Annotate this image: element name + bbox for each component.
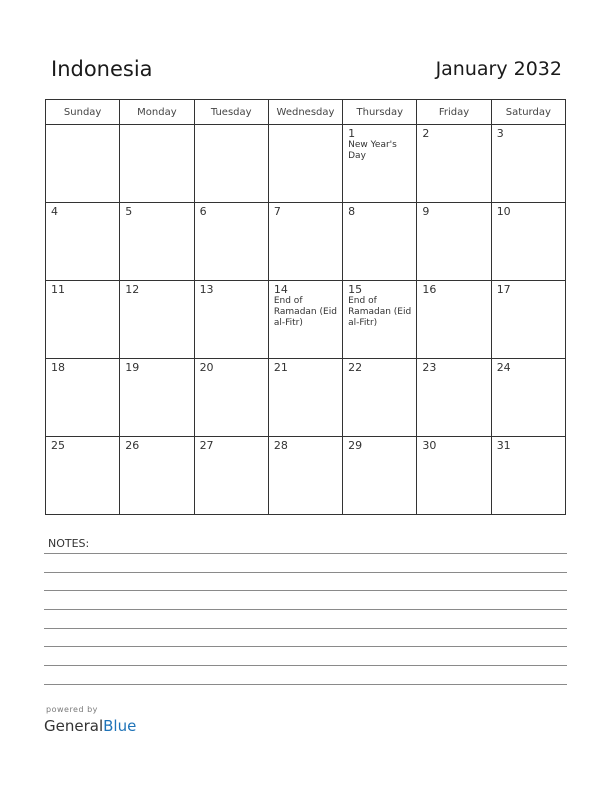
holiday-label: End of Ramadan (Eid al-Fitr) [273,296,337,328]
day-cell [417,281,491,359]
day-number: 6 [199,205,207,218]
day-cell [120,203,194,281]
day-number: 8 [348,205,356,218]
day-number: 27 [199,439,214,452]
day-number: 31 [496,439,511,452]
day-cell [268,125,342,203]
day-number: 23 [422,361,437,374]
holiday-label: End of Ramadan (Eid al-Fitr) [348,296,412,328]
day-cell [491,437,565,515]
day-number: 10 [496,205,511,218]
generalblue-logo [44,716,136,736]
country-title: Indonesia [51,57,153,81]
day-cell [491,203,565,281]
day-number: 7 [273,205,281,218]
day-number: 16 [422,283,437,296]
week-row [46,281,566,359]
day-cell [194,125,268,203]
day-number [195,125,268,127]
brand-general-text: General [44,717,104,735]
day-cell [343,437,417,515]
day-cell [268,359,342,437]
note-line [44,590,567,591]
day-number [46,125,119,127]
day-cell [417,359,491,437]
day-number: 28 [273,439,288,452]
day-number: 24 [496,361,511,374]
calendar-grid [45,99,566,515]
weekday-header: Thursday [343,100,417,125]
week-row [46,125,566,203]
day-number: 22 [348,361,363,374]
note-line [44,684,567,685]
day-cell [268,437,342,515]
week-row [46,437,566,515]
day-number: 11 [51,283,65,296]
day-number: 18 [51,361,65,374]
day-cell [46,125,120,203]
day-cell [120,281,194,359]
week-row [46,359,566,437]
day-cell [343,281,417,359]
day-cell [194,203,268,281]
day-cell [194,281,268,359]
day-cell [120,125,194,203]
holiday-label: New Year's Day [348,140,397,161]
day-cell [343,359,417,437]
day-cell [268,203,342,281]
day-cell [46,203,120,281]
day-number: 14 [273,283,288,296]
day-cell [46,281,120,359]
weekday-header: Friday [417,100,491,125]
weekday-header: Wednesday [268,100,342,125]
day-cell [417,203,491,281]
notes-label: NOTES: [48,537,90,550]
day-cell [120,359,194,437]
day-cell [417,437,491,515]
note-line [44,665,567,666]
day-number: 29 [348,439,363,452]
day-cell [46,359,120,437]
day-number: 30 [422,439,437,452]
day-number: 12 [125,283,140,296]
day-number [269,125,342,127]
day-number: 21 [273,361,288,374]
week-row [46,203,566,281]
day-number: 3 [496,127,504,140]
day-cell [343,203,417,281]
day-number: 9 [422,205,430,218]
day-number: 25 [51,439,65,452]
note-line [44,572,567,573]
day-cell [417,125,491,203]
day-cell [491,359,565,437]
brand-blue-text: Blue [103,717,137,735]
day-cell [46,437,120,515]
day-cell [120,437,194,515]
day-number: 2 [422,127,430,140]
weekday-header: Monday [120,100,194,125]
day-number: 4 [51,205,58,218]
day-cell [268,281,342,359]
day-number: 5 [125,205,133,218]
day-number: 13 [199,283,214,296]
weekday-header-row [46,100,566,125]
day-cell [491,125,565,203]
weekday-header: Saturday [491,100,565,125]
note-line [44,628,567,629]
day-cell [343,125,417,203]
weekday-header: Tuesday [194,100,268,125]
day-number: 17 [496,283,511,296]
day-number: 19 [125,361,140,374]
day-cell [491,281,565,359]
day-number: 15 [348,283,363,296]
day-number: 20 [199,361,214,374]
day-number: 26 [125,439,140,452]
day-number [120,125,193,127]
note-line [44,609,567,610]
day-cell [194,359,268,437]
month-year-title: January 2032 [435,58,562,80]
powered-by-text: powered by [46,705,98,714]
day-cell [194,437,268,515]
note-line [44,646,567,647]
day-number: 1 [348,127,356,140]
weekday-header: Sunday [46,100,120,125]
note-line [44,553,567,554]
